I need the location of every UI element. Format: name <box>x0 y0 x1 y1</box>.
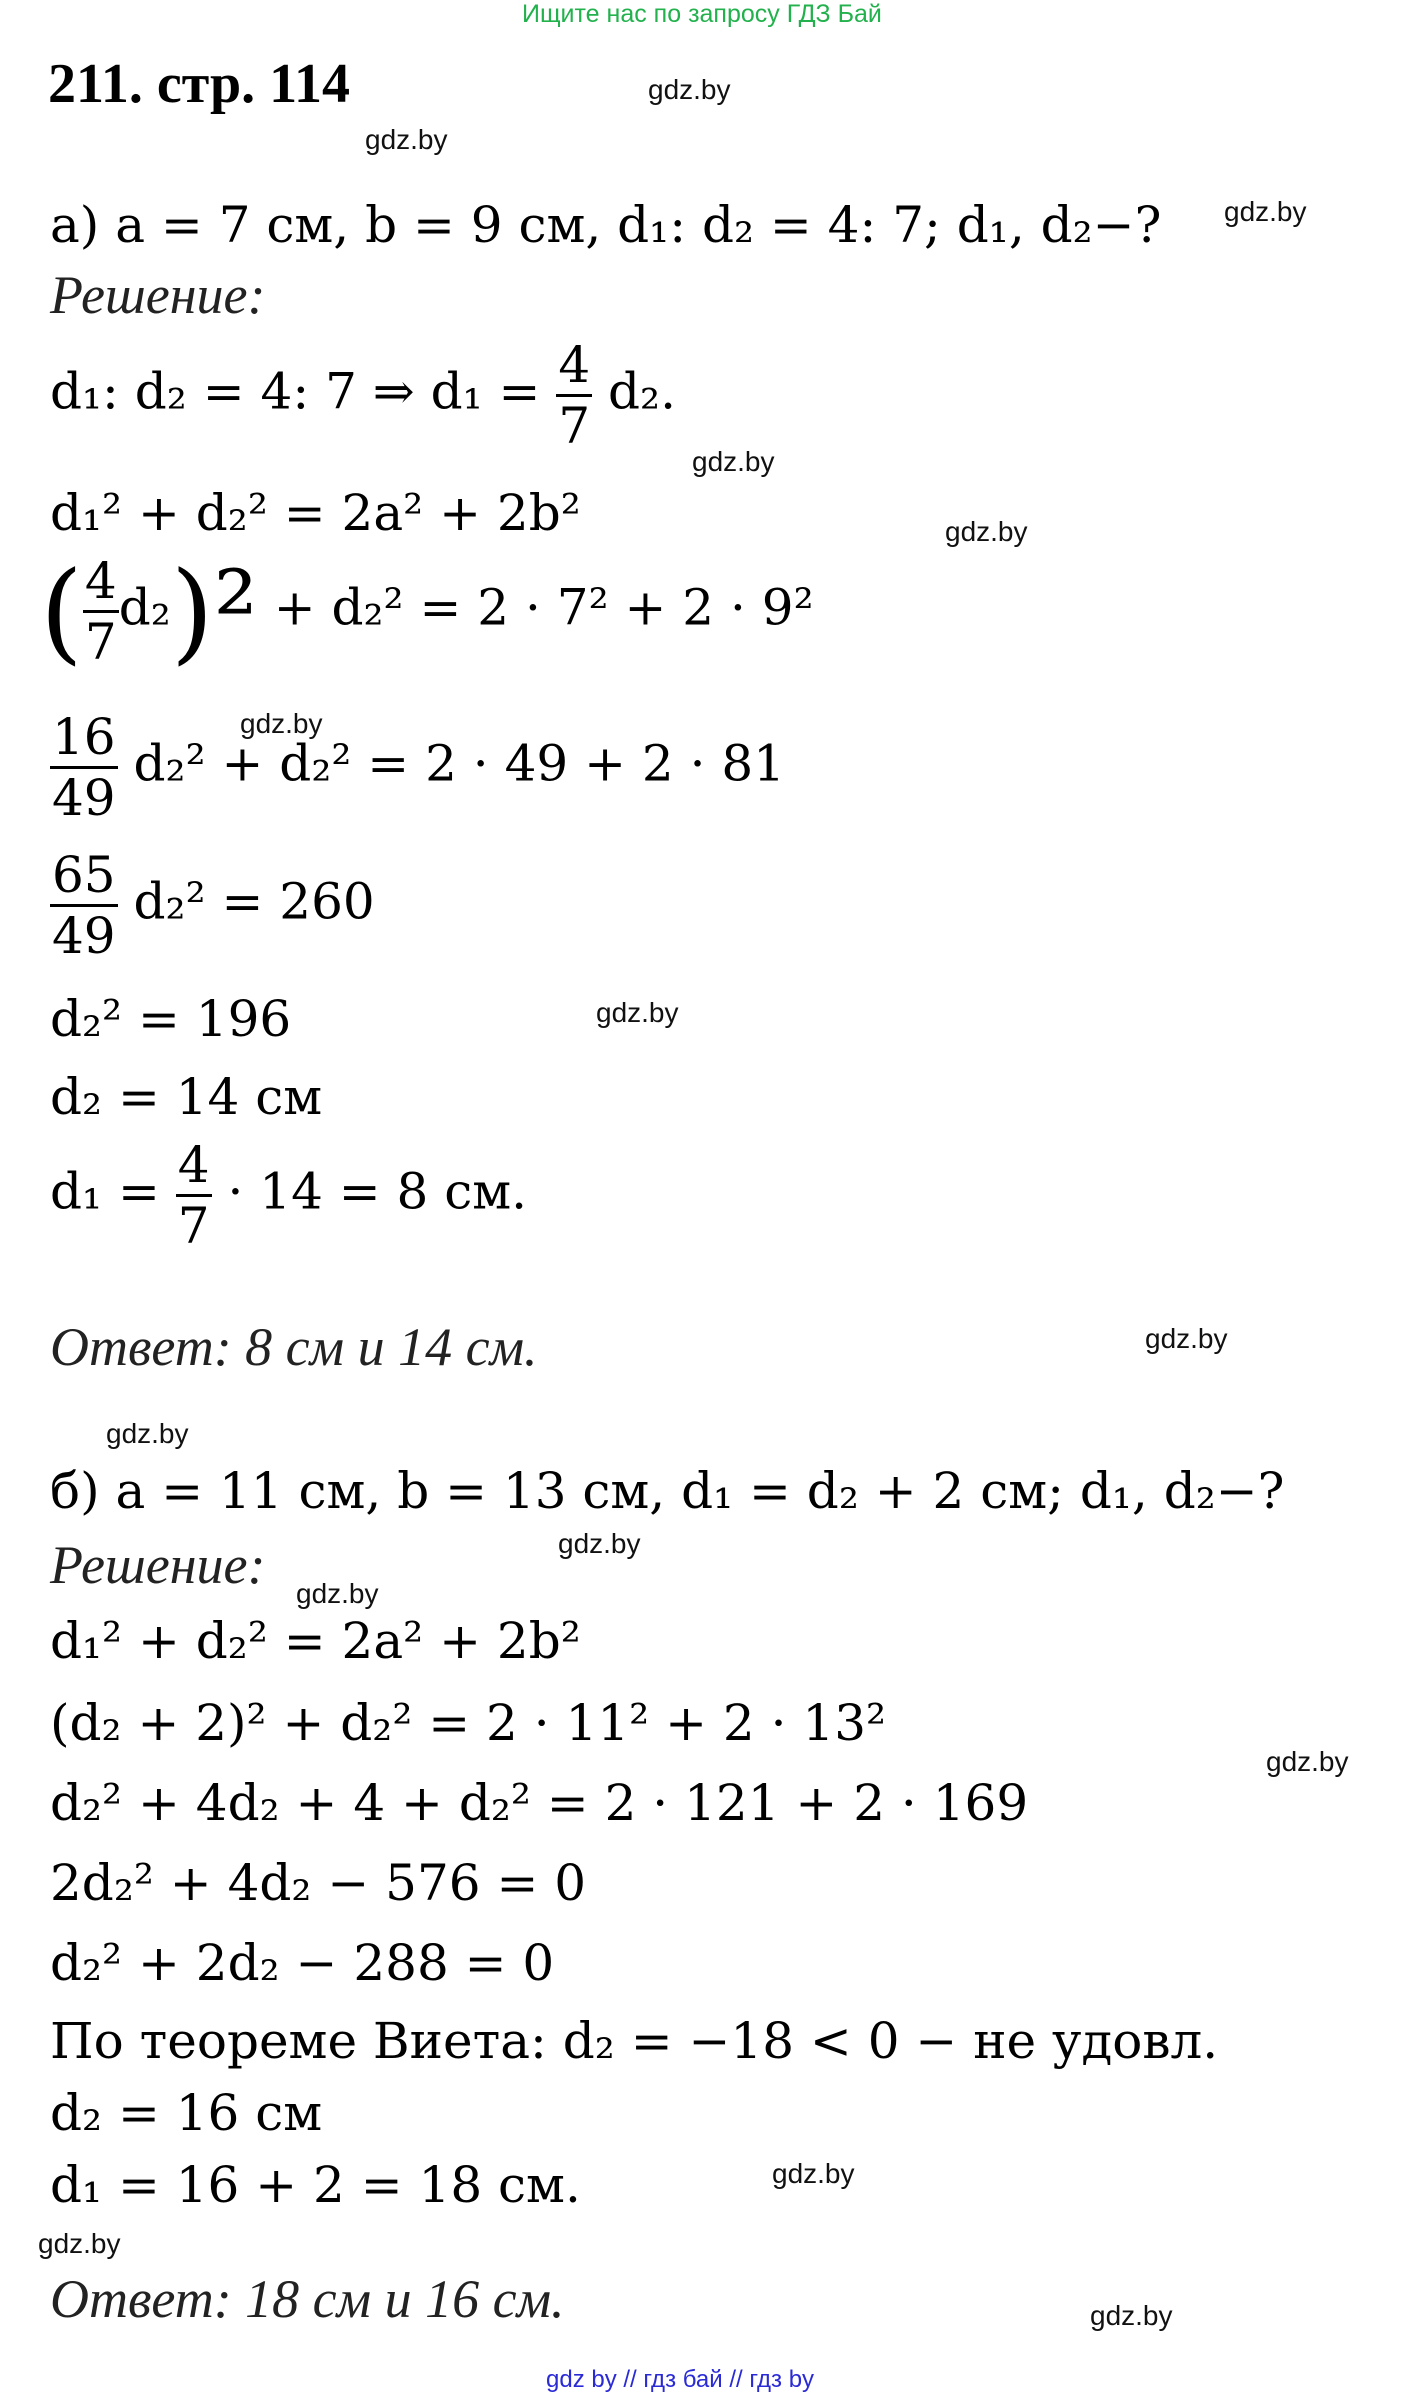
part-a-line-8: d₁ = $\frac{4}{7}$ · 14 = 8 см. <box>50 1136 528 1255</box>
part-a-line-1: d₁: d₂ = 4: 7 ⇒ d₁ = $\frac{4}{7}$ d₂. <box>50 336 676 455</box>
watermark: gdz.by <box>945 516 1028 547</box>
part-b-given: б) a = 11 см, b = 13 см, d₁ = d₂ + 2 см; d₁, d₂−? <box>50 1462 1285 1520</box>
watermark: gdz.by <box>558 1528 641 1559</box>
watermark: gdz.by <box>296 1578 379 1609</box>
part-b-answer: Ответ: 18 см и 16 см. <box>50 2269 565 2329</box>
fraction: $\frac{4}{7}$ <box>84 552 117 671</box>
part-a-line-7: d₂ = 14 см <box>50 1068 323 1126</box>
part-a-line-4: $\frac{16}{49}$ d₂² + d₂² = 2 · 49 + 2 · 81 <box>52 708 785 827</box>
watermark: gdz.by <box>38 2228 121 2259</box>
part-a-line-3: ( $\frac{4}{7}$ d₂)² + d₂² = 2 · 7² + 2 · 9² <box>40 547 814 676</box>
part-b-line-7: d₂ = 16 см <box>50 2084 323 2142</box>
fraction: $\frac{4}{7}$ <box>558 336 591 455</box>
footer-links[interactable]: gdz by // гдз бай // гдз by <box>546 2366 815 2393</box>
watermark: gdz.by <box>1224 196 1307 227</box>
part-b-line-3: d₂² + 4d₂ + 4 + d₂² = 2 · 121 + 2 · 169 <box>50 1774 1029 1832</box>
fraction: $\frac{4}{7}$ <box>177 1136 210 1255</box>
watermark: gdz.by <box>1266 1746 1349 1777</box>
part-b-line-6: По теореме Виета: d₂ = −18 < 0 − не удовл. <box>50 2012 1219 2070</box>
watermark: gdz.by <box>240 708 323 739</box>
watermark: gdz.by <box>772 2158 855 2189</box>
part-a-line-6: d₂² = 196 <box>50 990 292 1048</box>
fraction: $\frac{65}{49}$ <box>52 846 116 965</box>
part-b-line-2: (d₂ + 2)² + d₂² = 2 · 11² + 2 · 13² <box>50 1694 887 1752</box>
part-b-line-8: d₁ = 16 + 2 = 18 см. <box>50 2156 581 2214</box>
watermark: gdz.by <box>1145 1323 1228 1354</box>
part-b-line-4: 2d₂² + 4d₂ − 576 = 0 <box>50 1854 587 1912</box>
part-b-line-5: d₂² + 2d₂ − 288 = 0 <box>50 1934 555 1992</box>
watermark: gdz.by <box>596 997 679 1028</box>
watermark: gdz.by <box>692 446 775 477</box>
part-a-line-2: d₁² + d₂² = 2a² + 2b² <box>50 484 581 542</box>
part-a-given: а) a = 7 см, b = 9 см, d₁: d₂ = 4: 7; d₁, d₂−? <box>50 196 1162 254</box>
watermark: gdz.by <box>365 124 448 155</box>
part-a-answer: Ответ: 8 см и 14 см. <box>50 1317 538 1377</box>
watermark: gdz.by <box>106 1418 189 1449</box>
page-title: 211. стр. 114 <box>48 53 351 115</box>
part-b-solution-label: Решение: <box>50 1535 266 1595</box>
part-b-line-1: d₁² + d₂² = 2a² + 2b² <box>50 1612 581 1670</box>
part-a-line-5: $\frac{65}{49}$ d₂² = 260 <box>52 846 375 965</box>
watermark: gdz.by <box>648 74 731 105</box>
top-banner-link[interactable]: Ищите нас по запросу ГДЗ Бай <box>522 0 882 28</box>
part-a-solution-label: Решение: <box>50 265 266 325</box>
fraction: $\frac{16}{49}$ <box>52 708 116 827</box>
watermark: gdz.by <box>1090 2300 1173 2331</box>
